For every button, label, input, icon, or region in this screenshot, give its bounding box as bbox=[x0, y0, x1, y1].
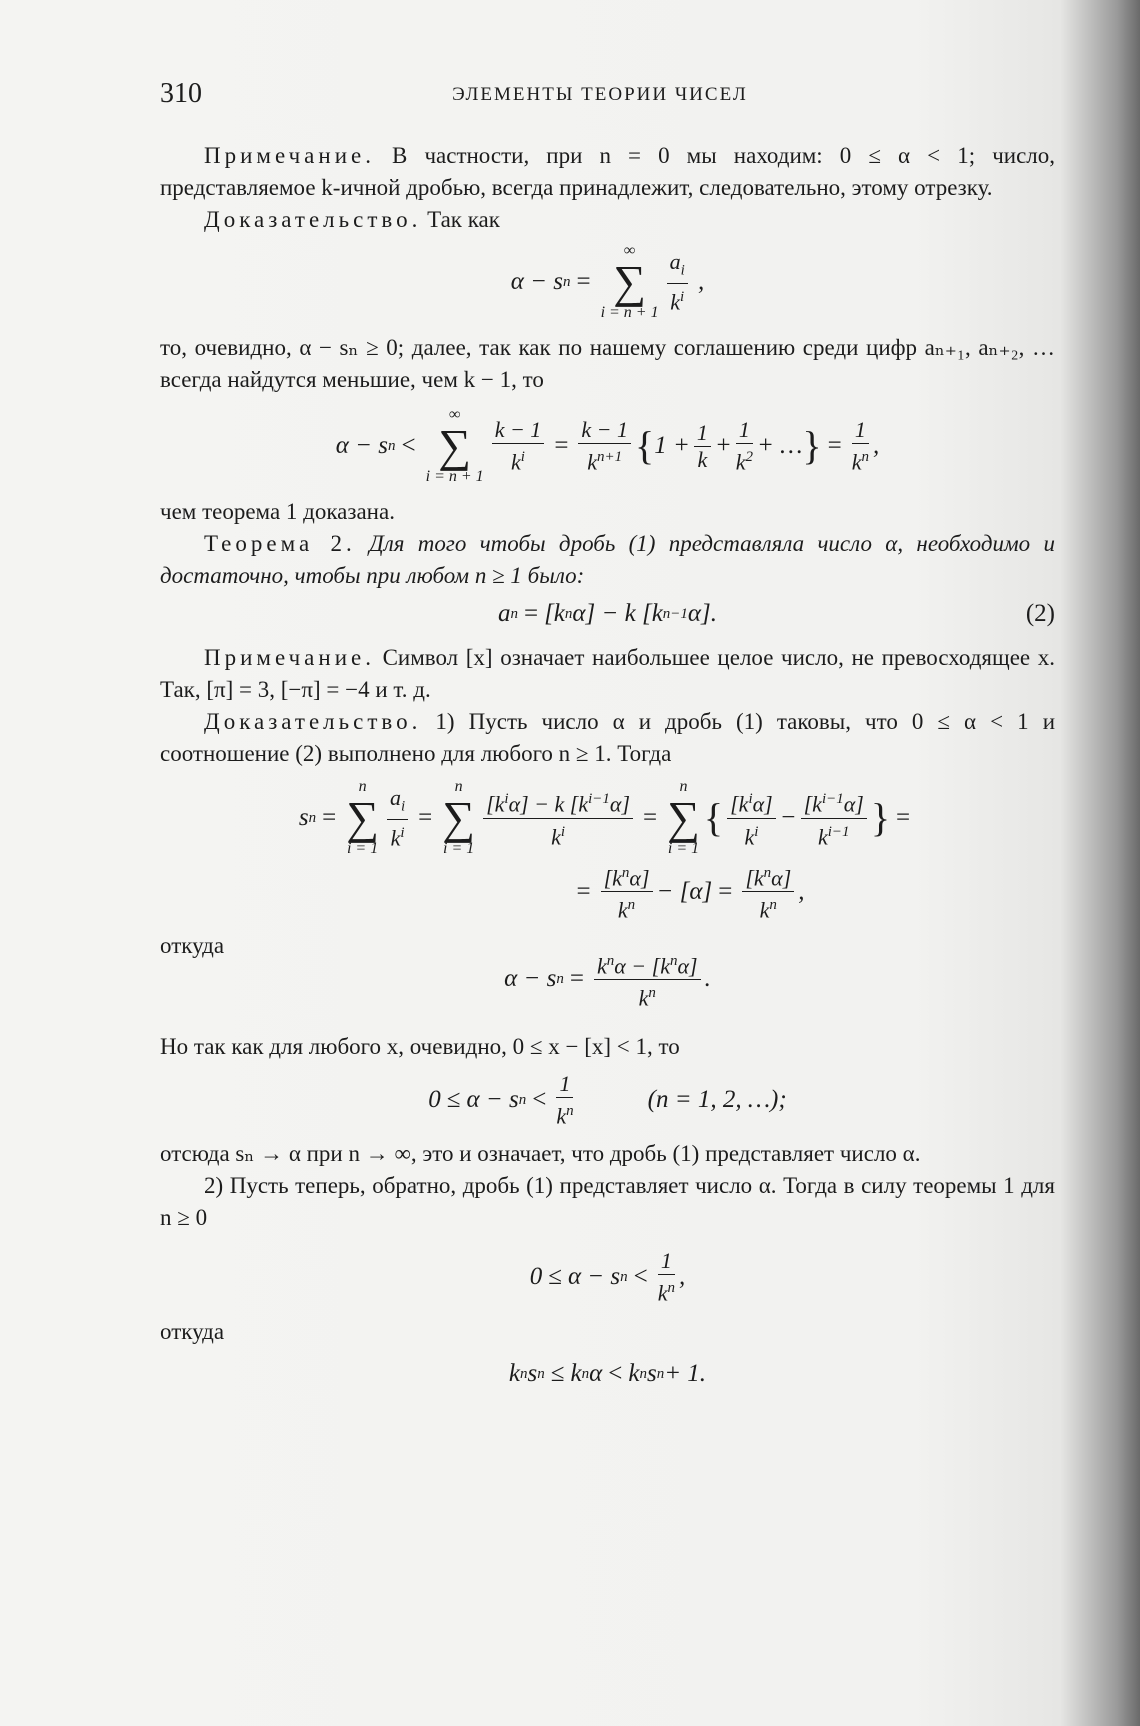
running-title: ЭЛЕМЕНТЫ ТЕОРИИ ЧИСЕЛ bbox=[452, 84, 748, 105]
formula-upper-bound: α − s n < ∞ ∑ i = n + 1 $\frac{k - 1}{k^i}$ = $\frac{k - 1}{k^{n+1}}$ { 1 + $\frac{1}{k}$ + $\frac{1}{k^2}$ + … } = $\frac{1}{k^n}$ , bbox=[335, 406, 880, 485]
note-2: Примечание. Символ [x] означает наибольшее целое число, не превосходящее x. Так, [π] = 3, [−π] = −4 и т. д. bbox=[160, 645, 1055, 702]
proof-2-intro: Доказательство. 1) Пусть число α и дробь (1) таковы, что 0 ≤ α < 1 и соотношение (2) выполнено для любого n ≥ 1. Тогда bbox=[160, 709, 1056, 766]
equation-number: (2) bbox=[1025, 600, 1055, 627]
page-content bbox=[160, 140, 1055, 1390]
proof-1-intro: Доказательство. Так как bbox=[204, 207, 500, 232]
para-but: Но так как для любого x, очевидно, 0 ≤ x − [x] < 1, то bbox=[160, 1034, 680, 1060]
after-formula-1: то, очевидно, α − sₙ ≥ 0; далее, так как по нашему соглашению среди цифр aₙ₊₁, aₙ₊₂, … всегда найдутся меньшие, чем k − 1, то bbox=[160, 335, 1055, 392]
formula-partial-sum: s n = n ∑ i = 1 $\frac{a_i}{k^i}$ = n ∑ i = 1 $\frac{[k^i\alpha] - k [k^{i-1}\alpha]}{k^i}$ = n ∑ i = 1 { $\frac{[k^i\alpha]}{k^i}$ − $\frac{[k^{i-1}\alpha]}{k^{i-1}}$ } = bbox=[298, 778, 911, 857]
equation-2: a n = [k n α] − k [k n−1 α]. (2) bbox=[160, 598, 1055, 630]
theorem-2: Теорема 2. Для того чтобы дробь (1) представляла число α, необходимо и достаточно, чтобы при любом n ≥ 1 было: bbox=[160, 531, 1056, 588]
range-note: (n = 1, 2, …); bbox=[647, 1086, 787, 1114]
formula-difference: α − s n = $\frac{k^n\alpha - [k^n\alpha]}{k^n}$ . bbox=[160, 948, 1055, 1012]
formula-partial-sum-2: = $\frac{[k^n\alpha]}{k^n}$ − [α] = $\frac{[k^n\alpha]}{k^n}$ , bbox=[320, 860, 1055, 924]
formula-final: k n s n ≤ k n α < k n s n + 1. bbox=[508, 1359, 707, 1387]
formula-bounds: 0 ≤ α − s n < $\frac{1}{k^n}$ (n = 1, 2, …); bbox=[428, 1071, 787, 1129]
otkuda-1: откуда bbox=[160, 932, 225, 958]
para-hence: отсюда sₙ → α при n → ∞, это и означает, что дробь (1) представляет число α. bbox=[160, 1140, 921, 1166]
formula-bounds-2: 0 ≤ α − s n < $\frac{1}{k^n}$ , bbox=[529, 1247, 686, 1305]
para-2: 2) Пусть теперь, обратно, дробь (1) представляет число α. Тогда в силу теоремы 1 для n ≥ 0 bbox=[160, 1172, 1055, 1230]
formula-tail-sum: α − s n = ∞ ∑ i = n + 1 $\frac{a_i}{k^i}$ , bbox=[510, 242, 705, 321]
page-header bbox=[160, 78, 1040, 118]
otkuda-2: откуда bbox=[160, 1318, 225, 1344]
page-number: 310 bbox=[160, 78, 202, 109]
note-1: Примечание. В частности, при n = 0 мы находим: 0 ≤ α < 1; число, представляемое k-ичной дробью, всегда принадлежит, следовательно, этому отрезку. bbox=[160, 143, 1056, 200]
theorem-1-end: чем теорема 1 доказана. bbox=[160, 499, 395, 524]
